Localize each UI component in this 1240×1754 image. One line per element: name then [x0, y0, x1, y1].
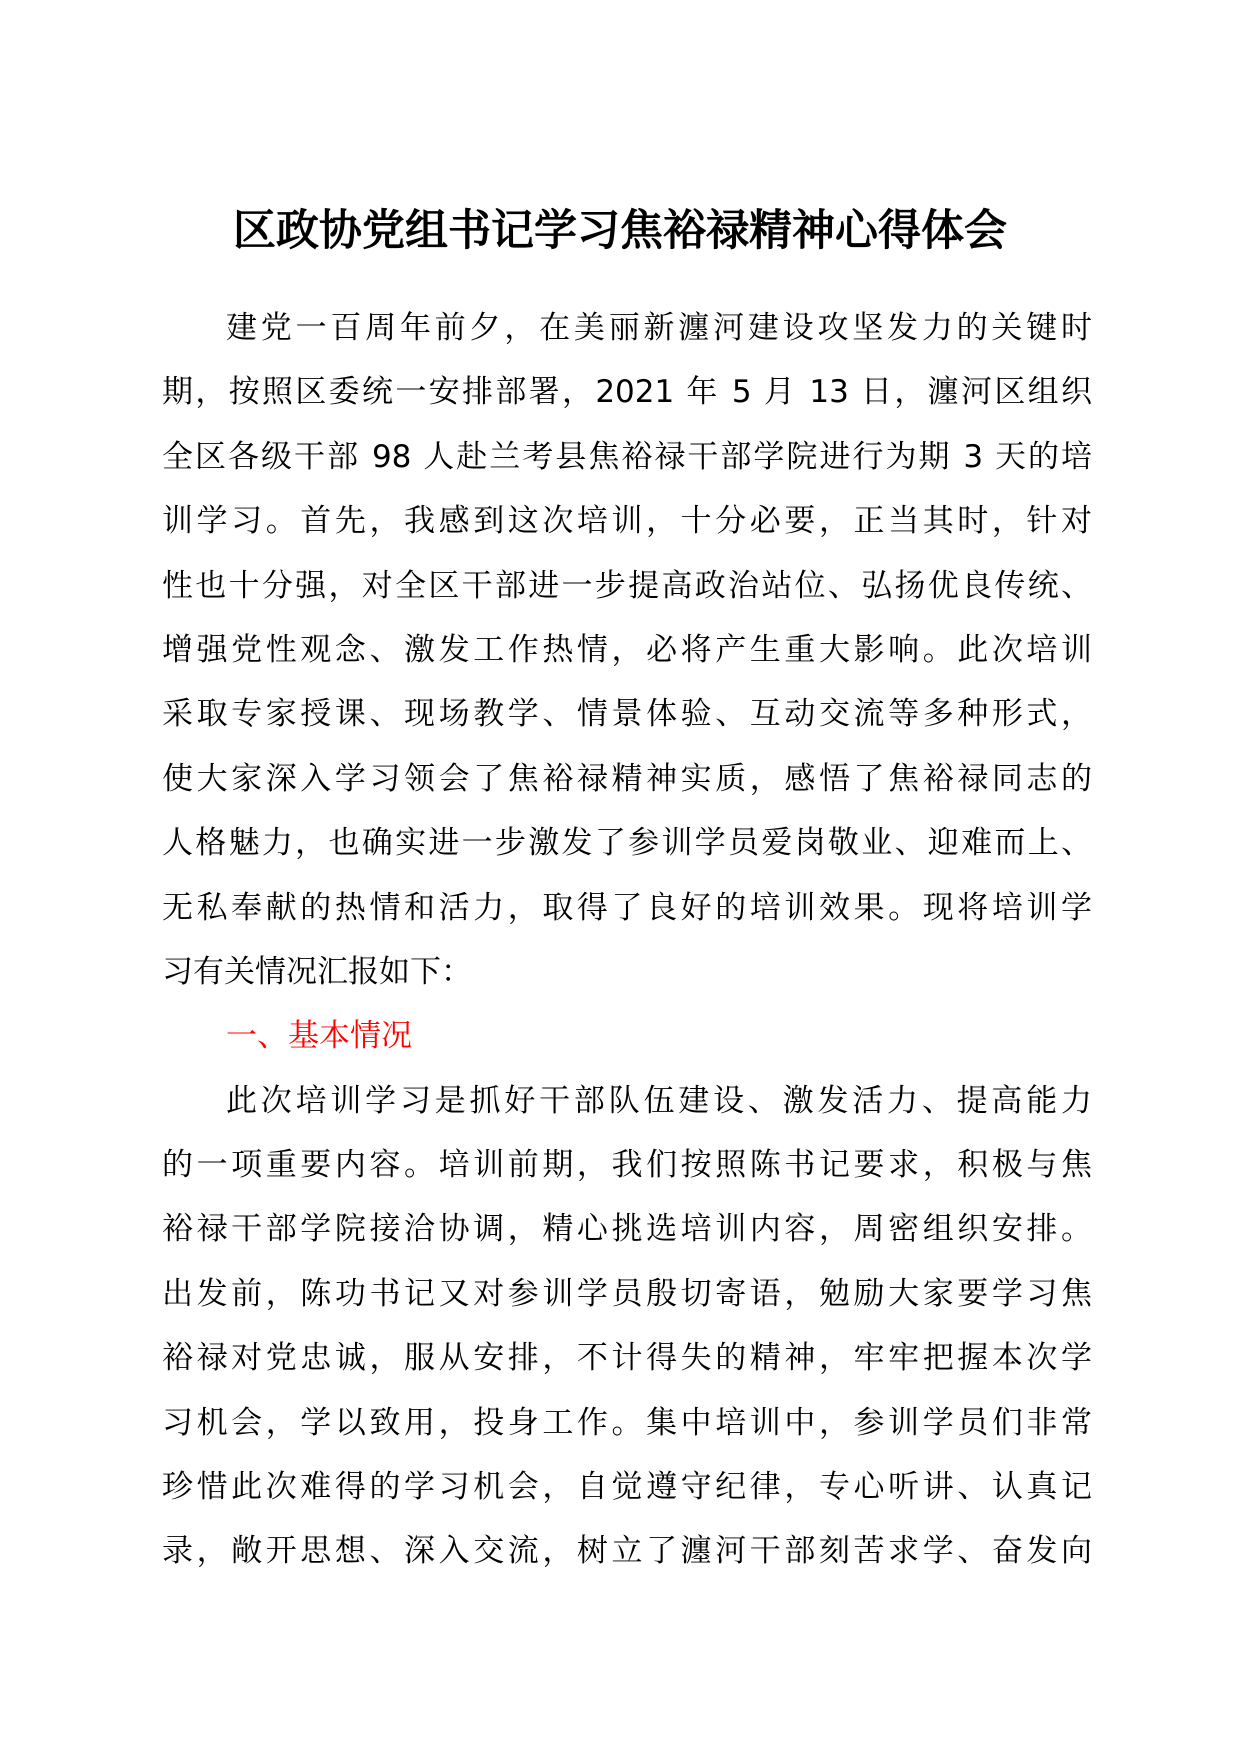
- paragraph-line: 建党一百周年前夕，在美丽新瀍河建设攻坚发力的关键时: [226, 310, 1092, 346]
- section-heading: 一、基本情况: [226, 1018, 412, 1055]
- paragraph-line: 习机会，学以致用，投身工作。集中培训中，参训学员们非常: [162, 1404, 1092, 1441]
- paragraph-line: 训学习。首先，我感到这次培训，十分必要，正当其时，针对: [162, 503, 1092, 540]
- paragraph-line: 裕禄对党忠诚，服从安排，不计得失的精神，牢牢把握本次学: [162, 1340, 1092, 1377]
- document-title: 区政协党组书记学习焦裕禄精神心得体会: [233, 206, 1007, 256]
- paragraph-line: 裕禄干部学院接洽协调，精心挑选培训内容，周密组织安排。: [162, 1211, 1092, 1248]
- paragraph-line: 习有关情况汇报如下：: [162, 953, 472, 990]
- paragraph-line: 性也十分强，对全区干部进一步提高政治站位、弘扬优良传统、: [162, 567, 1092, 604]
- paragraph-line: 的一项重要内容。培训前期，我们按照陈书记要求，积极与焦: [162, 1147, 1092, 1184]
- paragraph-line: 出发前，陈功书记又对参训学员殷切寄语，勉励大家要学习焦: [162, 1275, 1092, 1312]
- paragraph-line: 使大家深入学习领会了焦裕禄精神实质，感悟了焦裕禄同志的: [162, 760, 1092, 797]
- paragraph-line: 珍惜此次难得的学习机会，自觉遵守纪律，专心听讲、认真记: [162, 1469, 1092, 1506]
- paragraph-line: 人格魅力，也确实进一步激发了参训学员爱岗敬业、迎难而上、: [162, 825, 1092, 862]
- paragraph-line: 增强党性观念、激发工作热情，必将产生重大影响。此次培训: [162, 631, 1092, 668]
- paragraph-line: 录，敞开思想、深入交流，树立了瀍河干部刻苦求学、奋发向: [162, 1533, 1092, 1570]
- paragraph-line: 采取专家授课、现场教学、情景体验、互动交流等多种形式，: [162, 696, 1092, 733]
- paragraph-line: 全区各级干部 98 人赴兰考县焦裕禄干部学院进行为期 3 天的培: [162, 438, 1092, 475]
- document-body: [162, 296, 1092, 1584]
- paragraph-line: 无私奉献的热情和活力，取得了良好的培训效果。现将培训学: [162, 889, 1092, 926]
- paragraph-line: 期，按照区委统一安排部署，2021 年 5 月 13 日，瀍河区组织: [162, 374, 1092, 411]
- paragraph-line: 此次培训学习是抓好干部队伍建设、激发活力、提高能力: [226, 1082, 1092, 1119]
